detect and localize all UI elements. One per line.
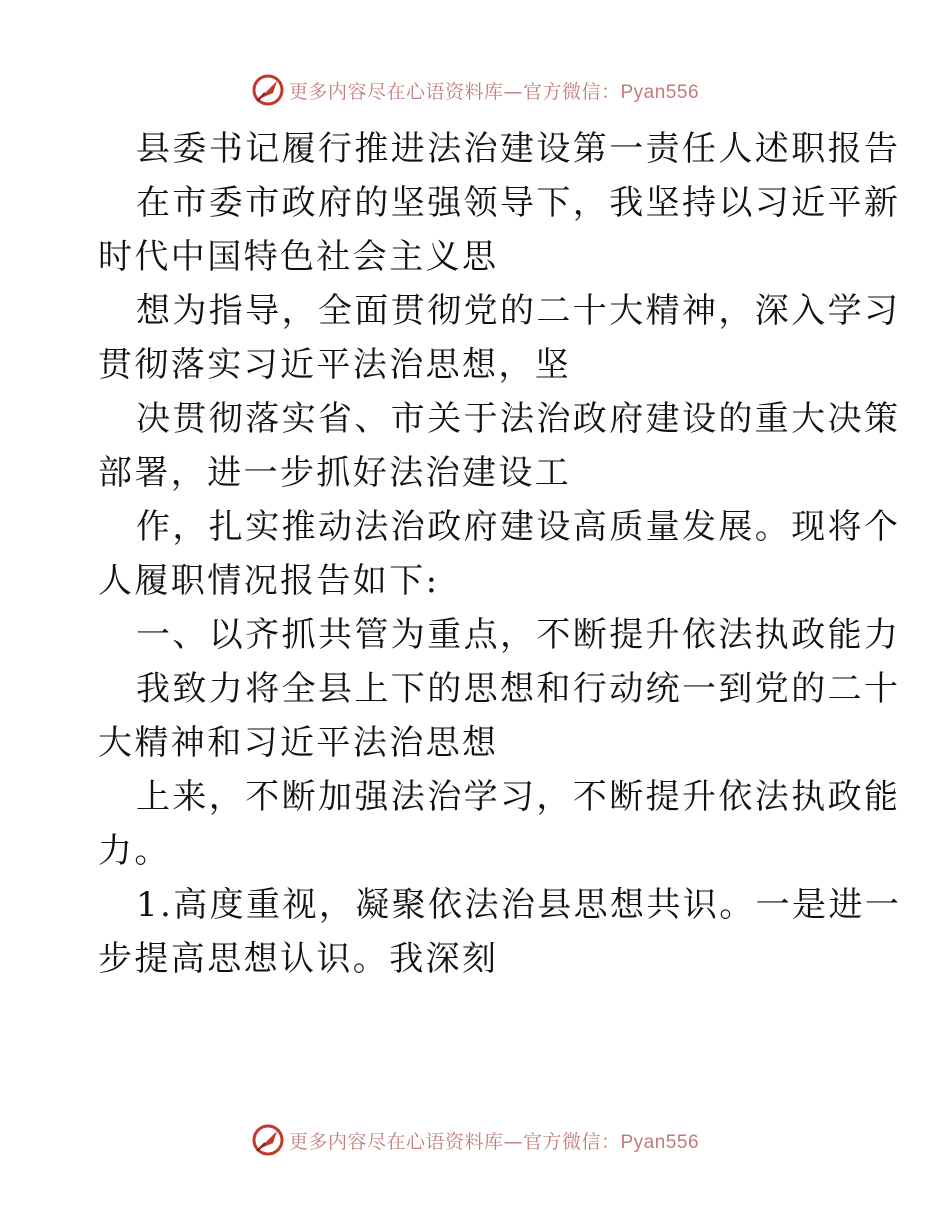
text-line: 部署，进一步抓好法治建设工 (98, 453, 572, 493)
watermark-text: 更多内容尽在心语资料库—官方微信：Pyan556 (288, 1130, 700, 1153)
text-line: 力。 (98, 831, 171, 871)
text-line: 贯彻落实习近平法治思想，坚 (98, 345, 572, 385)
text-line: 一、以齐抓共管为重点，不断提升依法执政能力 (136, 615, 901, 655)
text-line: 1.高度重视，凝聚依法治县思想共识。一是进一 (136, 885, 902, 925)
watermark-text: 更多内容尽在心语资料库—官方微信：Pyan556 (288, 80, 700, 103)
text-line: 时代中国特色社会主义思 (98, 237, 499, 277)
text-line: 决贯彻落实省、市关于法治政府建设的重大决策 (136, 399, 901, 439)
text-line: 在市委市政府的坚强领导下，我坚持以习近平新 (136, 183, 901, 223)
text-line: 大精神和习近平法治思想 (98, 723, 499, 763)
text-line: 想为指导，全面贯彻党的二十大精神，深入学习 (136, 291, 901, 331)
feather-pen-logo-icon (251, 73, 285, 107)
text-line: 人履职情况报告如下: (98, 561, 440, 601)
text-line: 步提高思想认识。我深刻 (98, 939, 499, 979)
text-line: 上来，不断加强法治学习，不断提升依法执政能 (136, 777, 901, 817)
text-line: 作，扎实推动法治政府建设高质量发展。现将个 (136, 507, 901, 547)
text-line: 我致力将全县上下的思想和行动统一到党的二十 (136, 669, 901, 709)
feather-pen-logo-icon (251, 1123, 285, 1157)
watermark-id: Pyan556 (620, 1131, 700, 1153)
document-body (98, 122, 902, 986)
footer-watermark (0, 1120, 950, 1160)
watermark-id: Pyan556 (620, 81, 700, 103)
header-watermark (0, 70, 950, 110)
text-line: 县委书记履行推进法治建设第一责任人述职报告 (136, 129, 901, 169)
